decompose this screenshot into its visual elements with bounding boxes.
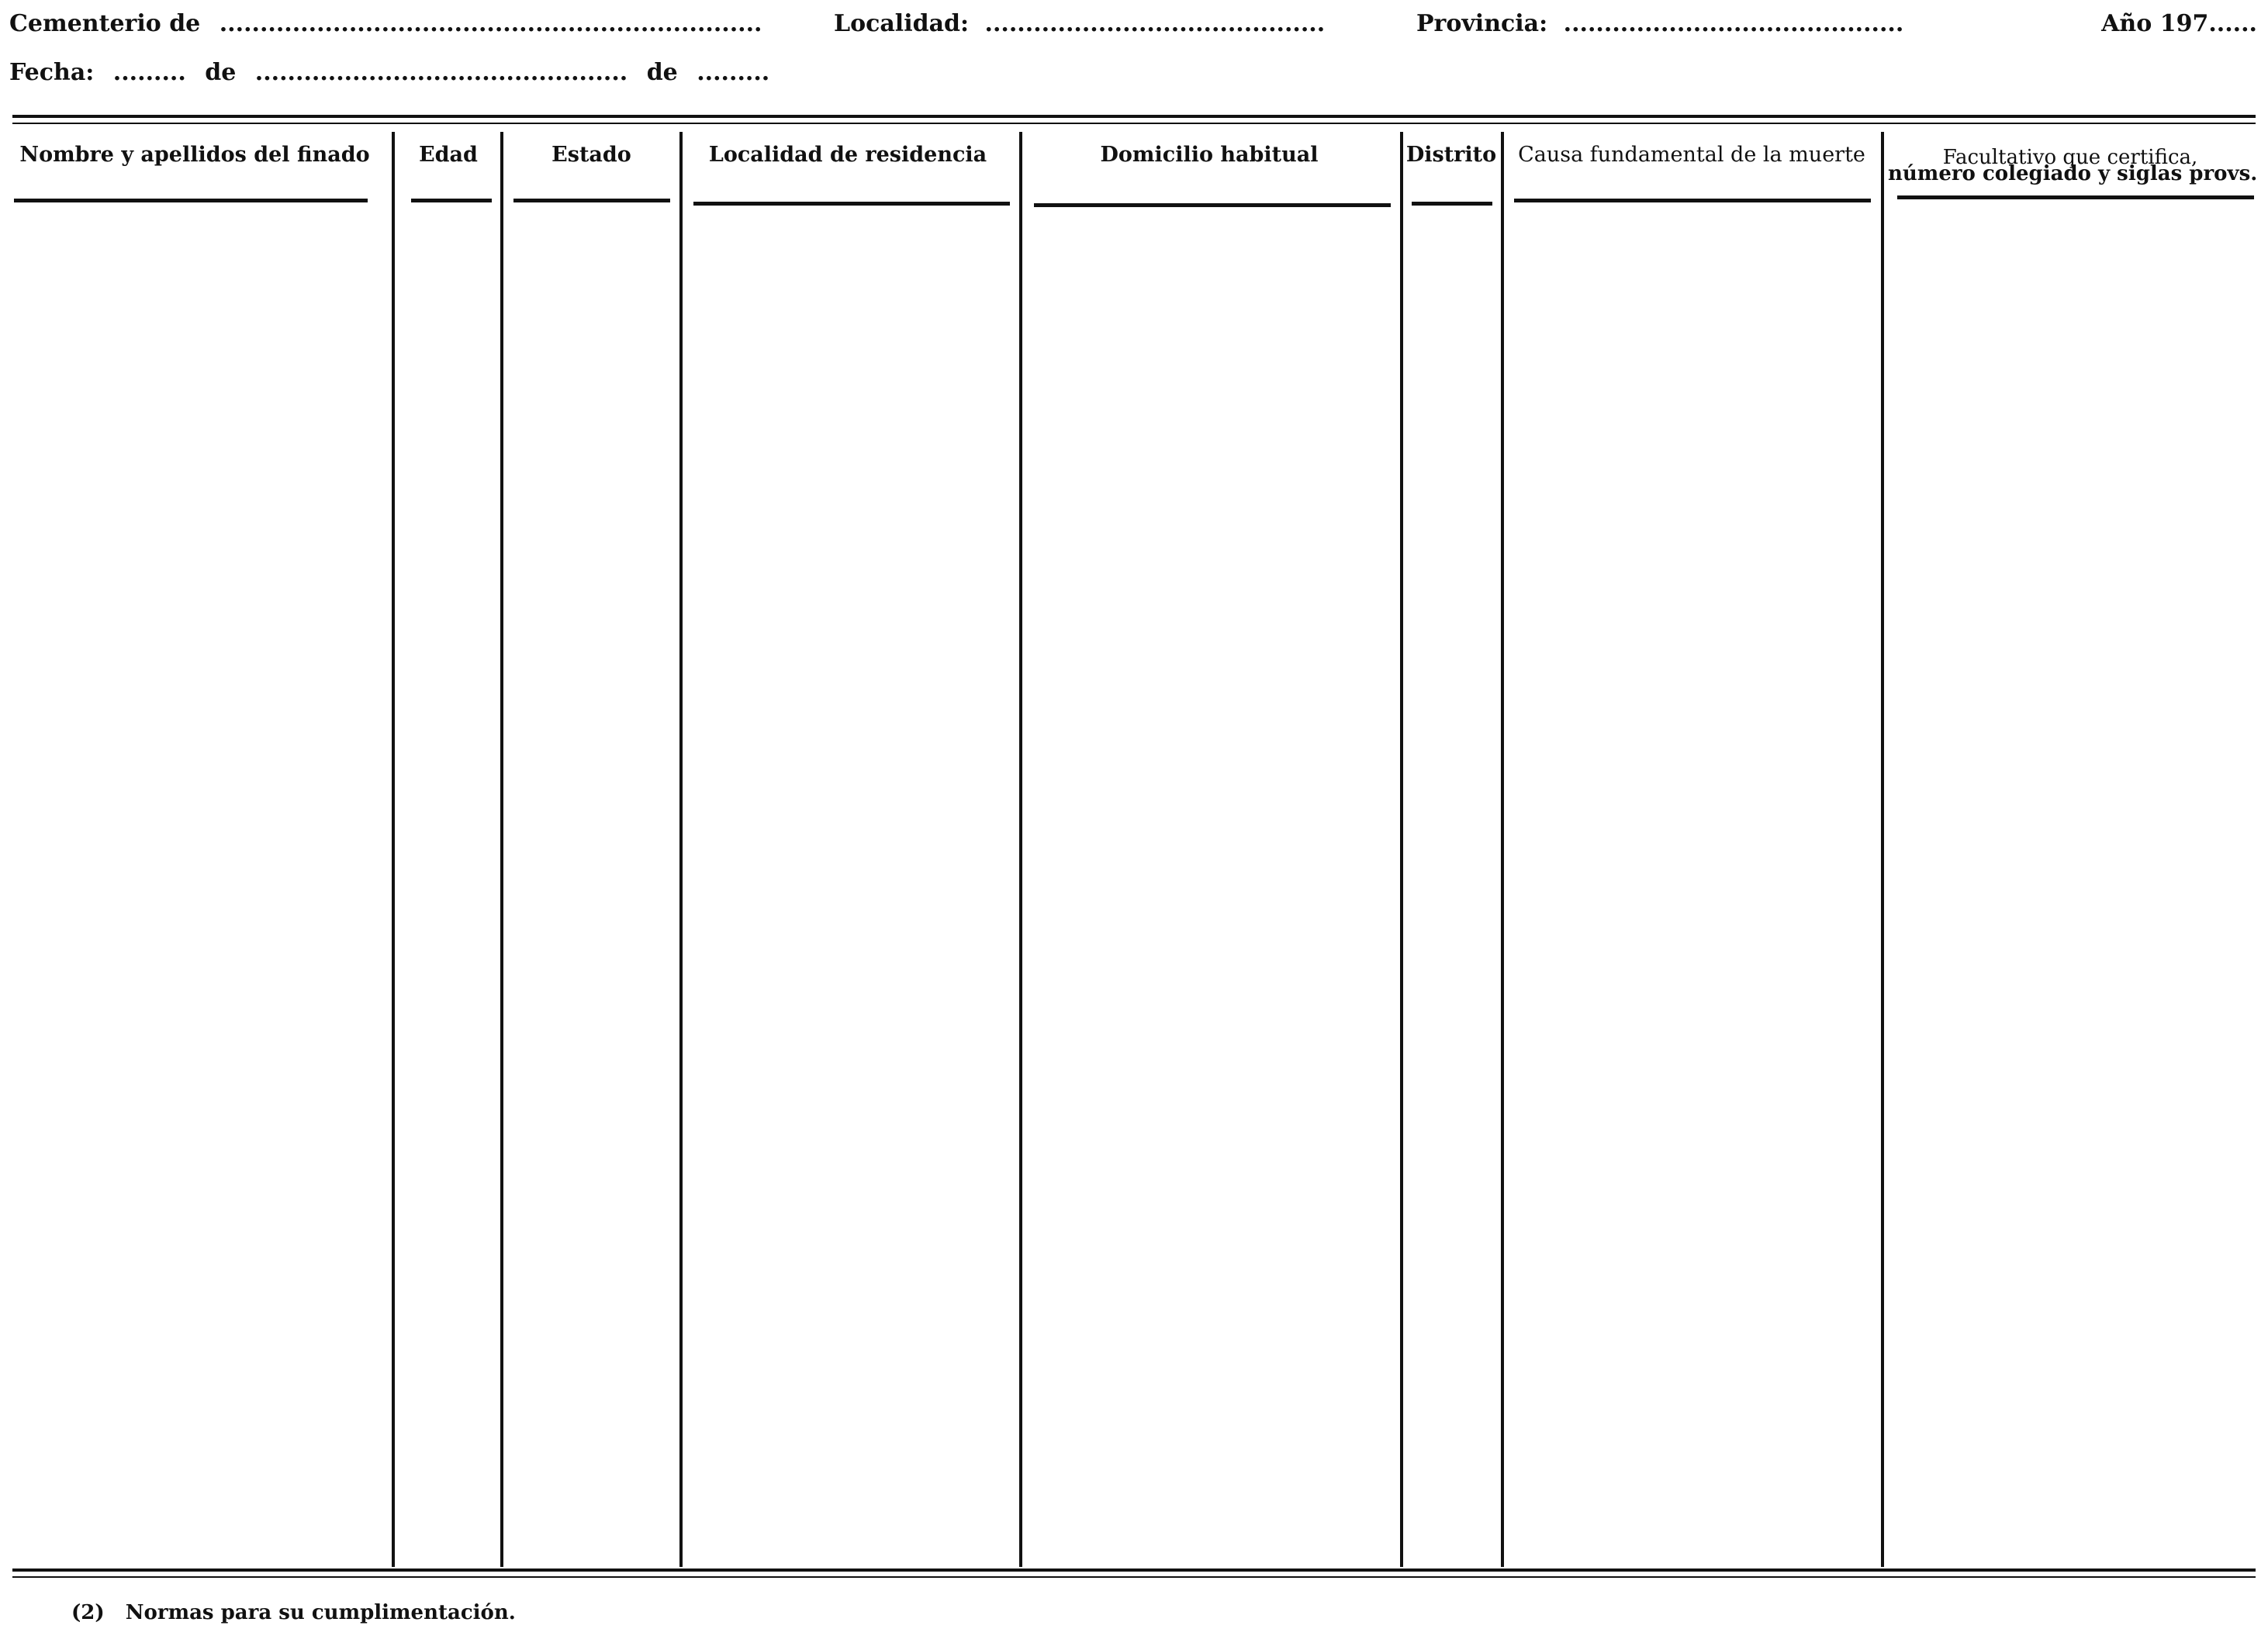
column-header-edad: Edad [419, 143, 478, 167]
footnote-marker: (2) [71, 1601, 105, 1624]
facultativo-line-2: número colegiado y siglas provs. [1888, 162, 2258, 186]
column-header-nombre: Nombre y apellidos del finado [19, 143, 370, 167]
anio-field[interactable]: Año 197...... [2101, 10, 2257, 37]
column-separator [1019, 132, 1022, 1567]
column-separator [1501, 132, 1504, 1567]
facultativo-line-1: Facultativo que certifica, [1942, 146, 2198, 169]
column-header-underline [14, 199, 368, 202]
fecha-year-field[interactable]: ......... [697, 59, 770, 86]
bottom-rule-thick [12, 1568, 2256, 1572]
fecha-day-field[interactable]: ......... [112, 59, 186, 86]
fecha-month-field[interactable]: .............................................. [254, 59, 628, 86]
column-header-underline [693, 202, 1010, 206]
provincia-field[interactable]: .......................................... [1563, 10, 1904, 37]
footnote [71, 1601, 516, 1624]
header-row-fecha [9, 61, 769, 85]
column-separator [500, 132, 503, 1567]
provincia-label: Provincia: [1416, 10, 1548, 37]
column-separator [392, 132, 395, 1567]
fecha-de-2: de [646, 59, 678, 86]
column-header-causa: Causa fundamental de la muerte [1518, 143, 1865, 167]
fecha-label: Fecha: [9, 59, 95, 86]
fecha-de-1: de [205, 59, 237, 86]
top-rule-thin [12, 123, 2256, 124]
column-header-localidad-residencia: Localidad de residencia [708, 143, 987, 167]
column-separator [1400, 132, 1403, 1567]
column-header-underline [1034, 203, 1391, 207]
localidad-field[interactable]: .......................................... [984, 10, 1326, 37]
header-provincia [1416, 12, 1903, 36]
column-header-underline [1514, 199, 1871, 202]
column-header-underline [513, 199, 670, 202]
cementerio-field[interactable]: ................................................................... [219, 10, 762, 37]
column-header-underline [411, 199, 492, 202]
column-header-estado: Estado [551, 143, 631, 167]
column-header-domicilio: Domicilio habitual [1100, 143, 1319, 167]
top-rule-thick [12, 115, 2256, 118]
column-header-underline [1412, 202, 1492, 206]
header-row-cementerio [9, 12, 762, 36]
footnote-text: Normas para su cumplimentación. [125, 1601, 516, 1624]
column-header-distrito: Distrito [1405, 143, 1497, 167]
column-separator [1881, 132, 1884, 1567]
header-localidad [834, 12, 1325, 36]
column-header-facultativo [1888, 146, 2258, 186]
column-header-underline [1897, 195, 2254, 199]
bottom-rule-thin [12, 1576, 2256, 1578]
column-separator [679, 132, 683, 1567]
cementerio-label: Cementerio de [9, 10, 201, 37]
localidad-label: Localidad: [834, 10, 970, 37]
